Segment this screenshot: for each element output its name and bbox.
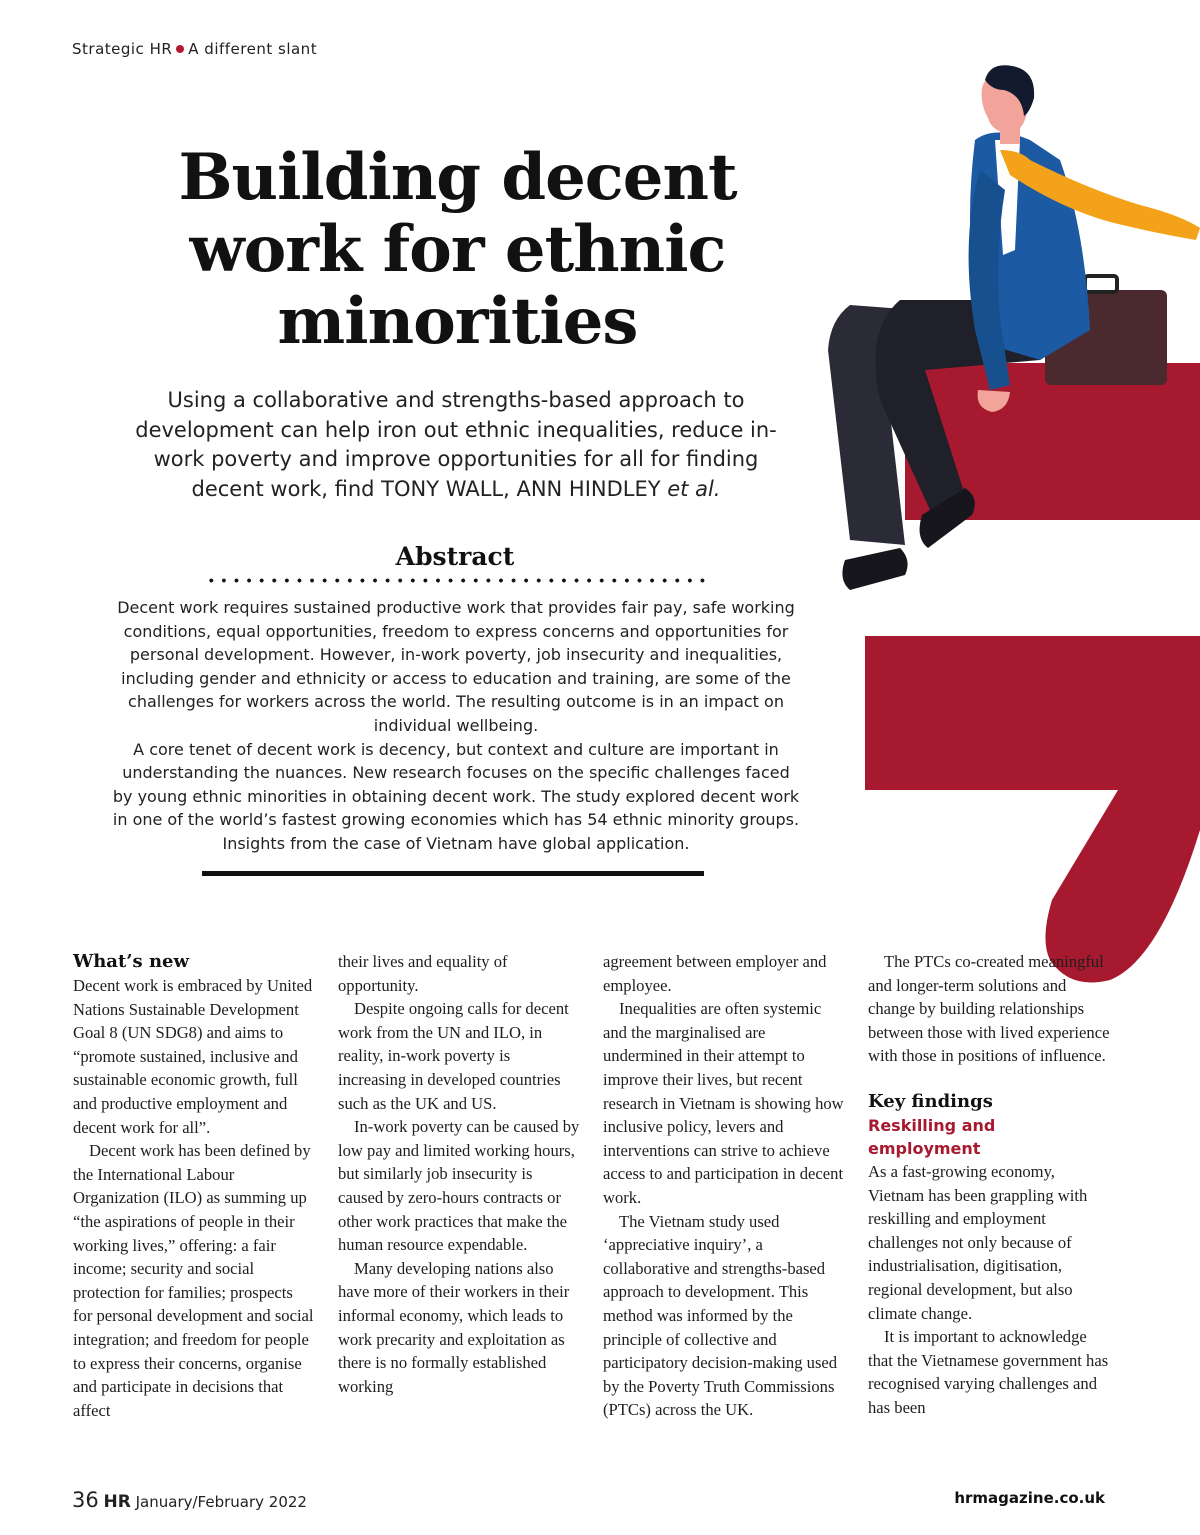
body-paragraph: As a fast-growing economy, Vietnam has been grappling with reskilling and employment challenges not only because of industrialisation, digitisation, regional development, but also climate change. — [868, 1161, 1088, 1323]
body-paragraph: In-work poverty can be caused by low pay and limited working hours, but similarly job insecurity is caused by zero-hours contracts or other work practices that make the human resource expendable. — [338, 1117, 580, 1255]
whats-new-heading: What’s new — [73, 951, 189, 972]
shoe-icon — [842, 548, 907, 590]
body-paragraph: The PTCs co-created meaningful and longer-term solutions and change by building relationships between those with lived experience with those in positions of influence. — [868, 952, 1110, 1066]
body-paragraph: Many developing nations also have more of their workers in their informal economy, which leads to work precarity and exploitation as there is no formally established working — [338, 1258, 570, 1396]
issue-date: January/February 2022 — [135, 1493, 307, 1511]
magazine-name: HR — [103, 1492, 131, 1512]
body-paragraph: agreement between employer and employee. — [603, 952, 827, 995]
standfirst — [120, 386, 792, 504]
section-name: Strategic HR — [72, 40, 173, 58]
key-findings-heading: Key findings — [868, 1090, 993, 1112]
reskilling-subheading: Reskilling and employment — [868, 1115, 996, 1158]
body-column-3 — [603, 950, 845, 1422]
body-paragraph: Decent work is embraced by United Nations Sustainable Development Goal 8 (UN SDG8) and aims to “promote sustained, inclusive and sustainable economic growth, full and productive employment and decent work for all”. — [73, 976, 313, 1137]
body-paragraph: Decent work has been defined by the International Labour Organization (ILO) as summing up “the aspirations of people in their working lives,” offering: a fair income; security and social protection for families; prospects for personal development and social integration; and freedom for people to express their concerns, organise and participate in decisions that affect — [73, 1141, 314, 1420]
body-column-1 — [73, 950, 315, 1422]
headline: Building decent work for ethnic minorities — [178, 140, 737, 359]
red-seven-stem — [865, 625, 1200, 983]
abstract-heading: Abstract — [395, 542, 515, 571]
body-paragraph: Inequalities are often systemic and the marginalised are undermined in their attempt to improve their lives, but recent research in Vietnam is showing how inclusive policy, levers and interventions can strive to achieve access to and participation in decent work. — [603, 999, 844, 1207]
body-column-2 — [338, 950, 580, 1398]
body-column-4 — [868, 950, 1110, 1420]
body-paragraph: their lives and equality of opportunity. — [338, 952, 508, 995]
businessman-illustration — [800, 60, 1200, 1010]
body-paragraph: The Vietnam study used ‘appreciative inquiry’, a collaborative and strengths-based approach to development. This method was informed by the principle of collective and participatory decision-making used by the Poverty Truth Commissions (PTCs) across the UK. — [603, 1211, 838, 1420]
standfirst-authors: TONY WALL, ANN HINDLEY — [381, 476, 661, 501]
standfirst-text: Using a collaborative and strengths-based approach to development can help iron out ethnic inequalities, reduce in-work poverty and improve opportunities for all for finding decent work, find — [135, 388, 777, 501]
body-paragraph: It is important to acknowledge that the Vietnamese government has recognised varying challenges and has been — [868, 1327, 1109, 1417]
section-tag — [72, 40, 317, 58]
abstract-paragraph: A core tenet of decent work is decency, but context and culture are important in understanding the nuances. New research focuses on the specific challenges faced by young ethnic minorities in obtaining decent work. The study explored decent work in one of the world’s fastest growing economies which has 54 ethnic minority groups. Insights from the case of Vietnam have global application. — [112, 739, 800, 853]
abstract-paragraph: Decent work requires sustained productive work that provides fair pay, safe working conditions, equal opportunities, freedom to express concerns and opportunities for personal development. However, in-work poverty, job insecurity and inequalities, including gender and ethnicity or access to education and training, are some of the challenges for workers across the world. The resulting outcome is in an impact on individual wellbeing. — [117, 598, 795, 735]
page-number: 36 — [72, 1488, 99, 1512]
bullet-dot-icon — [176, 45, 184, 53]
website-url: hrmagazine.co.uk — [954, 1489, 1105, 1507]
footer-folio — [72, 1488, 307, 1512]
abstract-body — [110, 596, 802, 856]
subsection-name: A different slant — [188, 40, 318, 58]
abstract-rule — [202, 871, 704, 876]
dotted-divider — [205, 578, 707, 583]
body-paragraph: Despite ongoing calls for decent work from the UN and ILO, in reality, in-work poverty is increasing in developed countries such as the UK and US. — [338, 999, 569, 1113]
standfirst-etal: et al. — [667, 476, 721, 501]
